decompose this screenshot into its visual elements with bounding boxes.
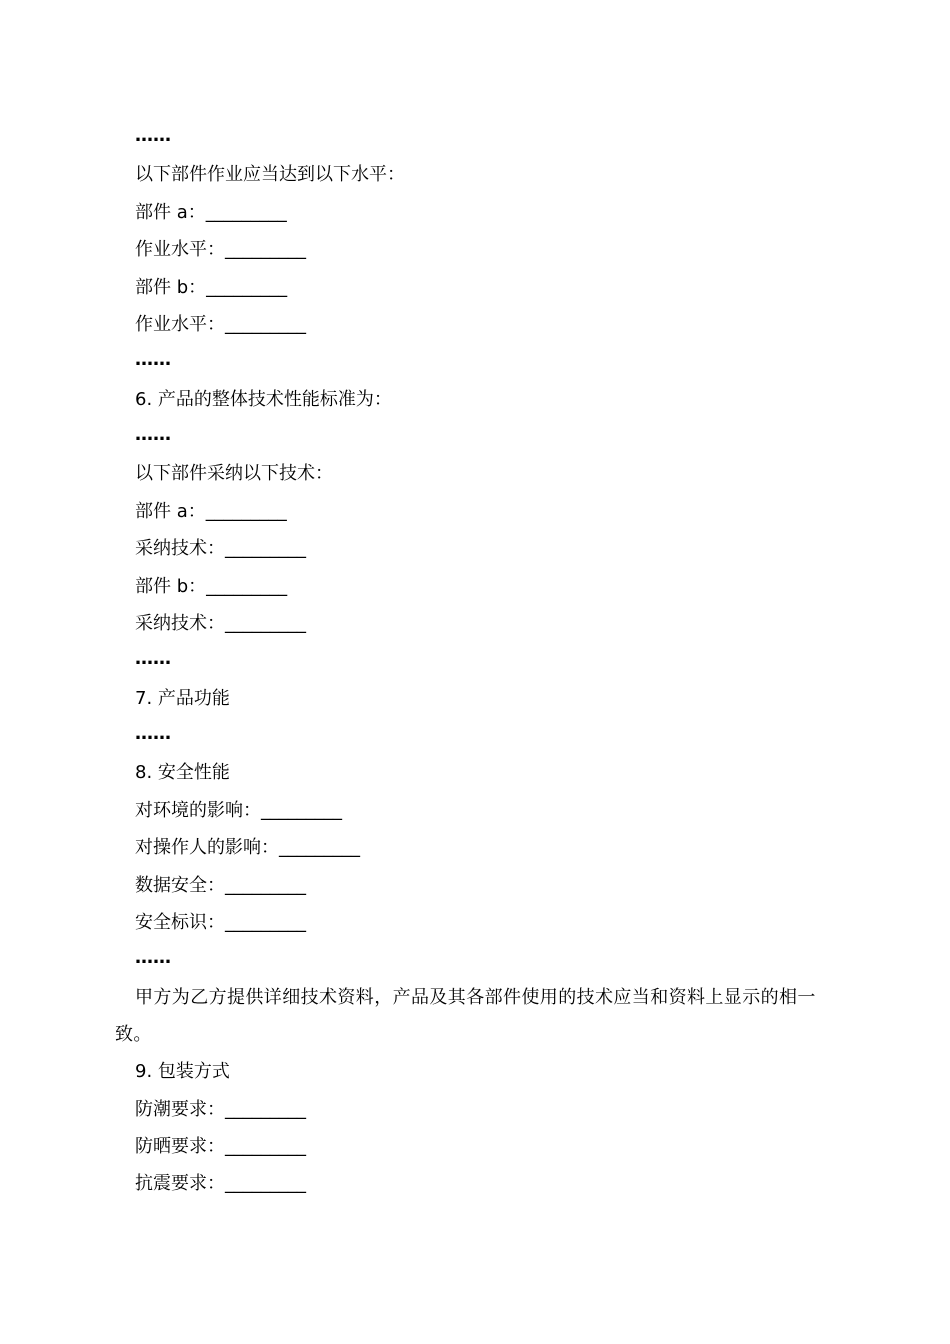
- environment-impact-field: 对环境的影响：_________: [135, 800, 342, 821]
- ellipsis: ……: [135, 125, 171, 146]
- part-b-field: 部件 b：_________: [135, 576, 288, 597]
- section-8-heading: 8. 安全性能: [135, 762, 230, 783]
- part-a-field: 部件 a：_________: [135, 501, 287, 522]
- adopted-tech-field: 采纳技术：_________: [135, 613, 306, 634]
- work-level-field: 作业水平：_________: [135, 239, 306, 260]
- adopted-tech-field: 采纳技术：_________: [135, 538, 306, 559]
- shock-requirement-field: 抗震要求：_________: [135, 1173, 306, 1194]
- ellipsis: ……: [135, 424, 171, 445]
- section-6-heading: 6. 产品的整体技术性能标准为：: [135, 389, 392, 410]
- part-a-field: 部件 a：_________: [135, 202, 287, 223]
- part-b-field: 部件 b：_________: [135, 277, 288, 298]
- parts-tech-heading: 以下部件采纳以下技术：: [135, 463, 333, 484]
- safety-label-field: 安全标识：_________: [135, 912, 306, 933]
- operator-impact-field: 对操作人的影响：_________: [135, 837, 360, 858]
- technical-data-paragraph: 甲方为乙方提供详细技术资料，产品及其各部件使用的技术应当和资料上显示的相一致。: [115, 987, 816, 1045]
- moisture-requirement-field: 防潮要求：_________: [135, 1099, 306, 1120]
- ellipsis: ……: [135, 947, 171, 968]
- data-security-field: 数据安全：_________: [135, 875, 306, 896]
- sun-requirement-field: 防晒要求：_________: [135, 1136, 306, 1157]
- section-9-heading: 9. 包装方式: [135, 1061, 230, 1082]
- section-7-heading: 7. 产品功能: [135, 688, 230, 709]
- ellipsis: ……: [135, 648, 171, 669]
- ellipsis: ……: [135, 349, 171, 370]
- work-level-field: 作业水平：_________: [135, 314, 306, 335]
- parts-level-heading: 以下部件作业应当达到以下水平：: [135, 164, 405, 185]
- ellipsis: ……: [135, 723, 171, 744]
